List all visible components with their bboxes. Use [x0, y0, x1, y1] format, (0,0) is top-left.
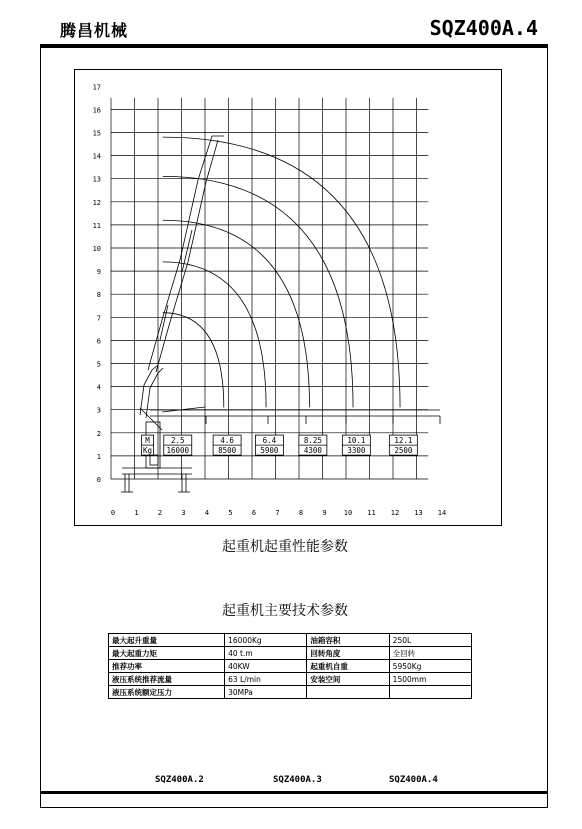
- load-header-m: M: [145, 436, 150, 446]
- load-radius: 10.1: [347, 436, 366, 446]
- load-value: 5900: [260, 446, 279, 456]
- y-tick-label: 6: [96, 337, 101, 346]
- y-tick-label: 3: [96, 406, 101, 415]
- load-radius: 2.5: [170, 436, 185, 446]
- spec-label: 液压系统推荐流量: [109, 673, 225, 686]
- specs-row: [109, 647, 472, 660]
- y-tick-label: 4: [96, 383, 101, 392]
- load-value: 16000: [166, 446, 190, 456]
- specs-table: [108, 633, 472, 699]
- y-tick-label: 13: [92, 175, 101, 184]
- load-value: 8500: [218, 446, 237, 456]
- load-radius: 8.25: [303, 436, 322, 446]
- spec-label: 最大起升重量: [109, 634, 225, 647]
- y-tick-label: 1: [96, 452, 101, 461]
- load-value: 4300: [303, 446, 322, 456]
- load-header-kg: Kg: [143, 446, 153, 456]
- y-tick-label: 5: [96, 360, 101, 369]
- x-tick-label: 8: [298, 509, 304, 517]
- spec-label: 推荐功率: [109, 660, 225, 673]
- spec-label: 液压系统额定压力: [109, 686, 225, 699]
- x-tick-label: 3: [181, 509, 186, 517]
- spec-value: 1500mm: [389, 673, 471, 686]
- y-tick-label: 0: [96, 476, 101, 484]
- y-tick-label: 17: [92, 83, 101, 92]
- y-tick-label: 16: [92, 106, 101, 115]
- reach-arc: [163, 137, 400, 407]
- x-tick-label: 0: [110, 509, 116, 517]
- y-tick-label: 7: [96, 314, 101, 323]
- y-tick-label: 12: [92, 198, 101, 207]
- specs-row: [109, 686, 472, 699]
- x-tick-label: 13: [414, 509, 423, 517]
- x-tick-label: 10: [343, 509, 353, 517]
- spec-label: 回转角度: [307, 647, 389, 660]
- spec-value: 16000Kg: [225, 634, 307, 647]
- specs-title: 起重机主要技术参数: [222, 603, 348, 619]
- y-tick-label: 15: [92, 129, 101, 138]
- spec-label: 安装空间: [307, 673, 389, 686]
- x-tick-label: 2: [157, 509, 163, 517]
- footer-model-2: SQZ400A.3: [273, 775, 322, 785]
- spec-value: [389, 686, 471, 699]
- specs-row: [109, 673, 472, 686]
- specs-row: [109, 634, 472, 647]
- spec-label: [307, 686, 389, 699]
- load-radius: 4.6: [220, 436, 234, 446]
- load-table: [142, 435, 418, 455]
- x-tick-label: 4: [204, 509, 210, 517]
- footer-model-1: SQZ400A.2: [155, 775, 204, 785]
- spec-value: 63 L/min: [225, 673, 307, 686]
- spec-value: 40KW: [225, 660, 307, 673]
- chart-title: 起重机起重性能参数: [222, 539, 348, 555]
- x-tick-label: 9: [322, 509, 327, 517]
- footer-model-3: SQZ400A.4: [389, 775, 438, 785]
- reach-arc: [163, 262, 266, 408]
- reach-arcs: [163, 137, 400, 407]
- load-value: 2500: [394, 446, 413, 456]
- x-tick-label: 5: [228, 509, 233, 517]
- model-number: SQZ400A.4: [429, 16, 538, 40]
- x-tick-label: 6: [251, 509, 257, 517]
- y-tick-label: 9: [96, 268, 101, 277]
- y-tick-label: 8: [96, 291, 101, 300]
- spec-label: 油箱容积: [307, 634, 389, 647]
- x-tick-label: 14: [437, 509, 447, 517]
- spec-value: 40 t.m: [225, 647, 307, 660]
- spec-value: 250L: [389, 634, 471, 647]
- spec-value: 5950Kg: [389, 660, 471, 673]
- y-tick-label: 11: [92, 221, 101, 230]
- load-radius: 12.1: [394, 436, 413, 446]
- spec-value: 全回转: [389, 647, 471, 660]
- x-tick-label: 1: [134, 509, 139, 517]
- spec-value: 30MPa: [225, 686, 307, 699]
- x-tick-label: 11: [367, 509, 376, 517]
- load-value: 3300: [347, 446, 366, 456]
- brand-name: 腾昌机械: [60, 21, 129, 40]
- y-tick-label: 10: [92, 245, 101, 253]
- y-tick-label: 14: [92, 152, 101, 161]
- load-radius: 6.4: [262, 436, 277, 446]
- x-tick-label: 12: [390, 509, 400, 517]
- y-tick-label: 2: [96, 429, 101, 438]
- specs-row: [109, 660, 472, 673]
- reach-arc: [163, 313, 224, 408]
- spec-label: 最大起重力矩: [109, 647, 225, 660]
- spec-label: 起重机自重: [307, 660, 389, 673]
- x-tick-label: 7: [275, 509, 280, 517]
